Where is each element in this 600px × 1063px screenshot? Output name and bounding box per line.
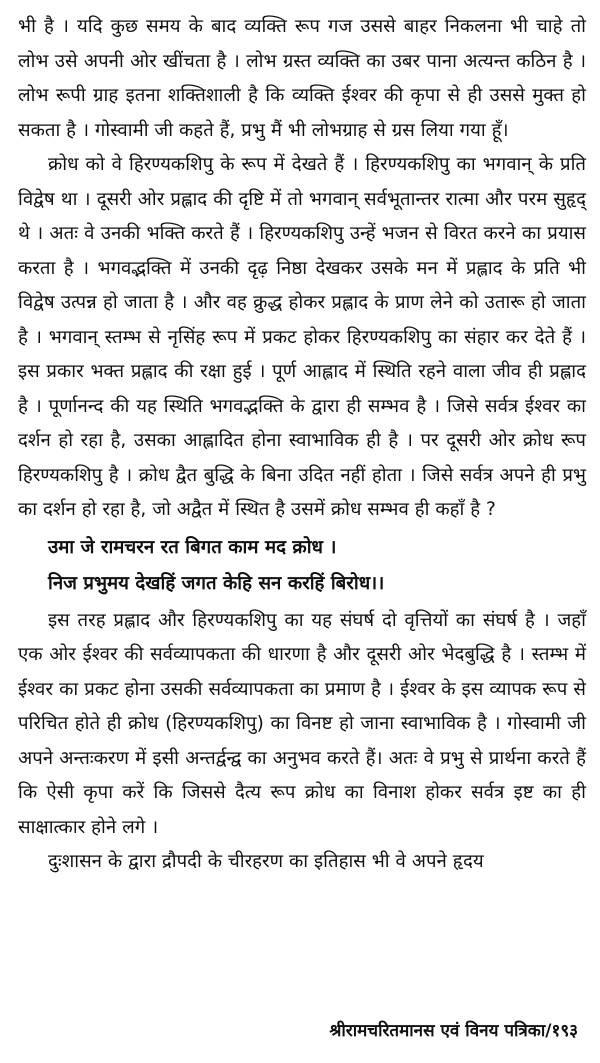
- paragraph-1: भी है । यदि कुछ समय के बाद व्यक्ति रूप गज उससे बाहर निकलना भी चाहे तो लोभ उसे अपनी ओर खींचता है । लोभ ग्रस्त व्यक्ति का उबर पाना अत्यन्त कठिन है । लोभ रूपी ग्राह इतना शक्तिशाली है कि व्यक्ति ईश्वर की कृपा से ही उससे मुक्त हो सकता है । गोस्वामी जी कहते हैं, प्रभु मैं भी लोभग्राह से ग्रस लिया गया हूँ।: [18, 16, 586, 141]
- page-body: [18, 10, 586, 880]
- verse-line-2: निज प्रभुमय देखहिं जगत केहि सन करहिं बिरोध।।: [48, 572, 385, 594]
- paragraph-3: इस तरह प्रह्लाद और हिरण्यकशिपु का यह संघर्ष दो वृत्तियों का संघर्ष है । जहाँ एक ओर ईश्वर की सर्वव्यापकता की धारणा है और दूसरी ओर भेदबुद्धि है । स्तम्भ में ईश्वर का प्रकट होना उसकी सर्वव्यापकता का प्रमाण है । ईश्वर के इस व्यापक रूप से परिचित होते ही क्रोध (हिरण्यकशिपु) का विनष्ट हो जाना स्वाभाविक है । गोस्वामी जी अपने अन्तःकरण में इसी अन्तर्द्वन्द्व का अनुभव करते हैं। अतः वे प्रभु से प्रार्थना करते हैं कि ऐसी कृपा करें कि जिससे दैत्य रूप क्रोध का विनाश होकर सर्वत्र इष्ट का ही साक्षात्कार होने लगे ।: [18, 609, 586, 838]
- page-footer: श्रीरामचरितमानस एवं विनय पत्रिका/१९३: [329, 1021, 578, 1041]
- paragraph-2: क्रोध को वे हिरण्यकशिपु के रूप में देखते हैं । हिरण्यकशिपु का भगवान् के प्रति विद्वेष था । दूसरी ओर प्रह्लाद की दृष्टि में तो भगवान् सर्वभूतान्तर रात्मा और परम सुहृद् थे । अतः वे उनकी भक्ति करते हैं । हिरण्यकशिपु उन्हें भजन से विरत करने का प्रयास करता है । भगवद्भक्ति में उनकी दृढ़ निष्ठा देखकर उसके मन में प्रह्लाद के प्रति भी विद्वेष उत्पन्न हो जाता है । और वह क्रुद्ध होकर प्रह्लाद के प्राण लेने को उतारू हो जाता है । भगवान् स्तम्भ से नृसिंह रूप में प्रकट होकर हिरण्यकशिपु का संहार कर देते हैं । इस प्रकार भक्त प्रह्लाद की रक्षा हुई । पूर्ण आह्लाद में स्थिति रहने वाला जीव ही प्रह्लाद है । पूर्णानन्द की यह स्थिति भगवद्भक्ति के द्वारा ही सम्भव है । जिसे सर्वत्र ईश्वर का दर्शन हो रहा है, उसका आह्लादित होना स्वाभाविक ही है । पर दूसरी ओर क्रोध रूप हिरण्यकशिपु है । क्रोध द्वैत बुद्धि के बिना उदित नहीं होता । जिसे सर्वत्र अपने ही प्रभु का दर्शन हो रहा है, जो अद्वैत में स्थित है उसमें क्रोध सम्भव ही कहाँ है ?: [18, 154, 586, 520]
- paragraph-4: दुःशासन के द्वारा द्रौपदी के चीरहरण का इतिहास भी वे अपने हृदय: [48, 851, 484, 872]
- verse-block: [48, 530, 586, 602]
- verse-line-1: उमा जे रामचरन रत बिगत काम मद क्रोध ।: [48, 536, 337, 558]
